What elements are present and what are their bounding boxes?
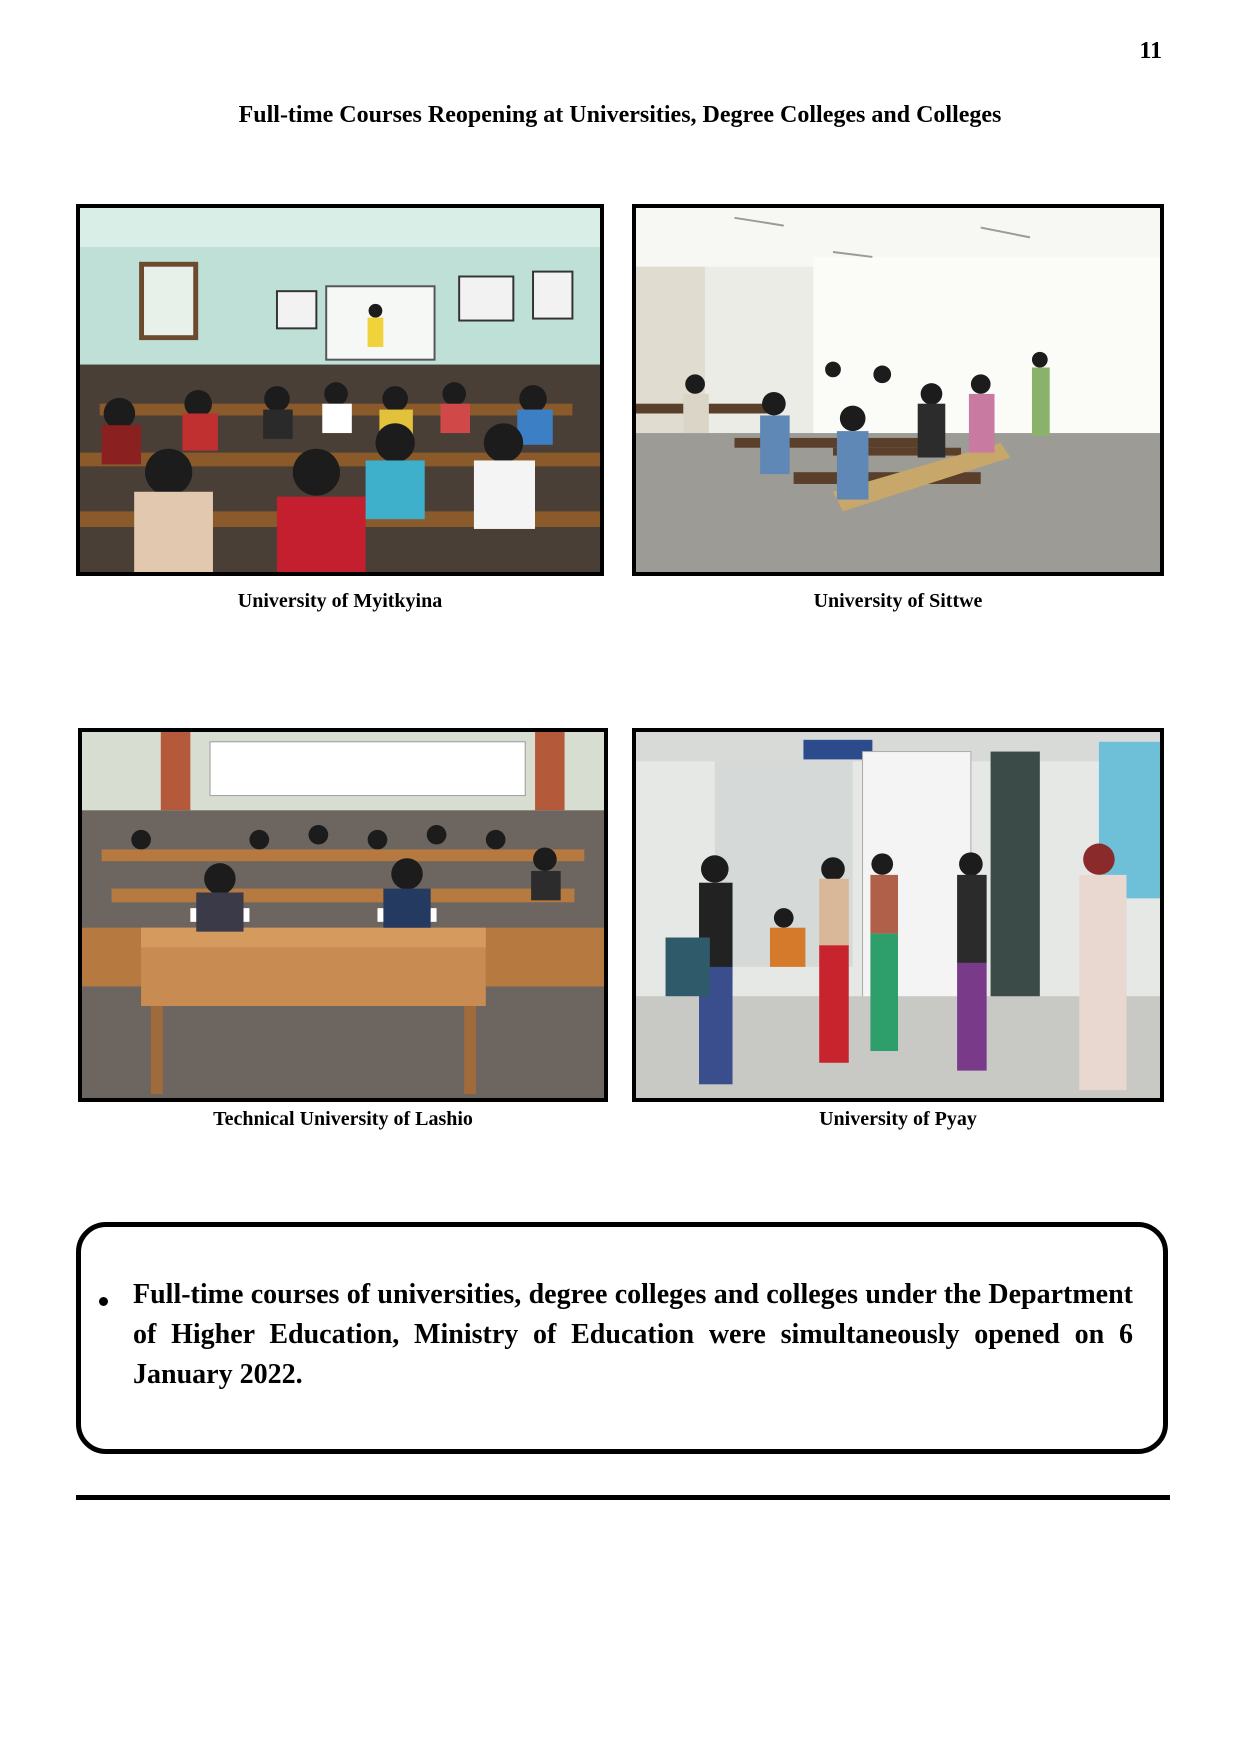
photo-caption-lashio: Technical University of Lashio <box>213 1108 473 1130</box>
bullet-icon <box>99 1297 108 1306</box>
photo-myitkyina <box>76 204 604 576</box>
photo-caption-myitkyina: University of Myitkyina <box>237 590 443 612</box>
classroom-image <box>636 208 1160 572</box>
photo-sittwe <box>632 204 1164 576</box>
horizontal-divider <box>76 1495 1170 1500</box>
corridor-image <box>636 732 1160 1098</box>
photo-pyay <box>632 728 1164 1102</box>
photo-caption-pyay: University of Pyay <box>819 1108 977 1130</box>
exam-hall-image <box>82 732 604 1098</box>
classroom-image <box>80 208 600 572</box>
page-number: 11 <box>1139 38 1162 64</box>
summary-callout-box <box>76 1222 1168 1454</box>
page-title: Full-time Courses Reopening at Universities, Degree Colleges and Colleges <box>238 102 1002 128</box>
photo-lashio <box>78 728 608 1102</box>
summary-bullet-text: Full-time courses of universities, degree colleges and colleges under the Department of Higher Education, Ministry of Education were simultaneously opened on 6 January 2022. <box>133 1279 1133 1390</box>
photo-caption-sittwe: University of Sittwe <box>813 590 983 612</box>
